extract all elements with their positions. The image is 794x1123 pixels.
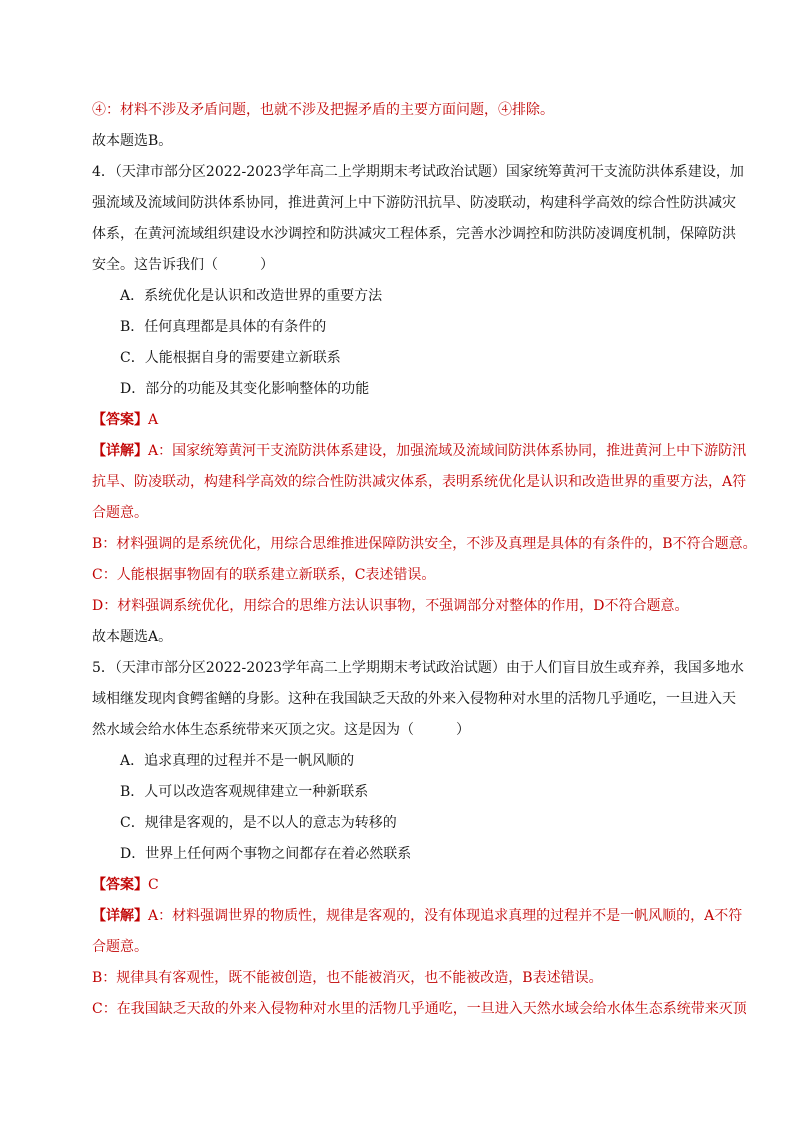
q4-detail-line-5: C：人能根据事物固有的联系建立新联系，C表述错误。 [92, 567, 436, 583]
q5-option-d: D．世界上任何两个事物之间都存在着必然联系 [120, 846, 412, 862]
q5-answer-tag: 【答案】 [92, 877, 148, 893]
q4-option-b: B．任何真理都是具体的有条件的 [120, 319, 327, 335]
q4-conclusion: 故本题选A。 [92, 629, 173, 645]
q5-detail-tag: 【详解】 [92, 908, 148, 924]
q5-stem-line-1: 5．（天津市部分区2022-2023学年高二上学期期末考试政治试题）由于人们盲目放生或弃养，我国多地水 [92, 660, 744, 676]
q4-stem-line-3: 体系，在黄河流域组织建设水沙调控和防洪减灾工程体系，完善水沙调控和防洪防凌调度机制，保障防洪 [92, 226, 736, 242]
q4-detail-text-1: A：国家统筹黄河干支流防洪体系建设，加强流域及流域间防洪体系协同，推进黄河上中下游防汛 [148, 443, 747, 459]
q4-stem-line-1: 4．（天津市部分区2022-2023学年高二上学期期末考试政治试题）国家统筹黄河干支流防洪体系建设，加 [92, 164, 744, 180]
q5-answer [92, 875, 732, 895]
q5-detail-line-3: B：规律具有客观性，既不能被创造，也不能被消灭，也不能被改造，B表述错误。 [92, 970, 603, 986]
q5-stem-line-2: 域相继发现肉食鳄雀鳝的身影。这种在我国缺乏天敌的外来入侵物种对水里的活物几乎通吃，一旦进入天 [92, 691, 736, 707]
prev-conclusion: 故本题选B。 [92, 133, 173, 149]
q5-option-c: C．规律是客观的，是不以人的意志为转移的 [120, 815, 397, 831]
q5-answer-value: C [148, 877, 159, 893]
q4-detail-tag: 【详解】 [92, 443, 148, 459]
q4-option-c: C．人能根据自身的需要建立新联系 [120, 350, 341, 366]
q4-detail-line-6: D：材料强调系统优化，用综合的思维方法认识事物，不强调部分对整体的作用，D不符合题意。 [92, 598, 689, 614]
q5-detail-line-2: 合题意。 [92, 939, 148, 955]
q5-detail-line-4: C：在我国缺乏天敌的外来入侵物种对水里的活物几乎通吃，一旦进入天然水域会给水体生态系统带来灭顶 [92, 1001, 747, 1017]
q5-detail-line-1 [92, 906, 743, 926]
q4-detail-line-4: B：材料强调的是系统优化，用综合思维推进保障防洪安全，不涉及真理是具体的有条件的，B不符合题意。 [92, 536, 757, 552]
q4-option-d: D．部分的功能及其变化影响整体的功能 [120, 381, 370, 397]
q4-answer [92, 410, 732, 430]
q4-answer-value: A [148, 412, 159, 428]
q4-detail-line-3: 合题意。 [92, 505, 148, 521]
q5-detail-text-1: A：材料强调世界的物质性，规律是客观的，没有体现追求真理的过程并不是一帆风顺的，A不符 [148, 908, 743, 924]
q4-stem-line-4: 安全。这告诉我们（ ） [92, 257, 274, 273]
q4-detail-line-2: 抗旱、防凌联动，构建科学高效的综合性防洪减灾体系，表明系统优化是认识和改造世界的重要方法，A符 [92, 474, 747, 490]
q5-option-a: A．追求真理的过程并不是一帆风顺的 [120, 753, 355, 769]
q5-option-b: B．人可以改造客观规律建立一种新联系 [120, 784, 369, 800]
q4-answer-tag: 【答案】 [92, 412, 148, 428]
prev-detail-line-4: ④：材料不涉及矛盾问题，也就不涉及把握矛盾的主要方面问题，④排除。 [92, 102, 554, 118]
q4-detail-line-1 [92, 441, 747, 461]
q4-option-a: A．系统优化是认识和改造世界的重要方法 [120, 288, 383, 304]
q5-stem-line-3: 然水域会给水体生态系统带来灭顶之灾。这是因为（ ） [92, 722, 470, 738]
q4-stem-line-2: 强流域及流域间防洪体系协同，推进黄河上中下游防汛抗旱、防凌联动，构建科学高效的综合性防洪减灾 [92, 195, 736, 211]
